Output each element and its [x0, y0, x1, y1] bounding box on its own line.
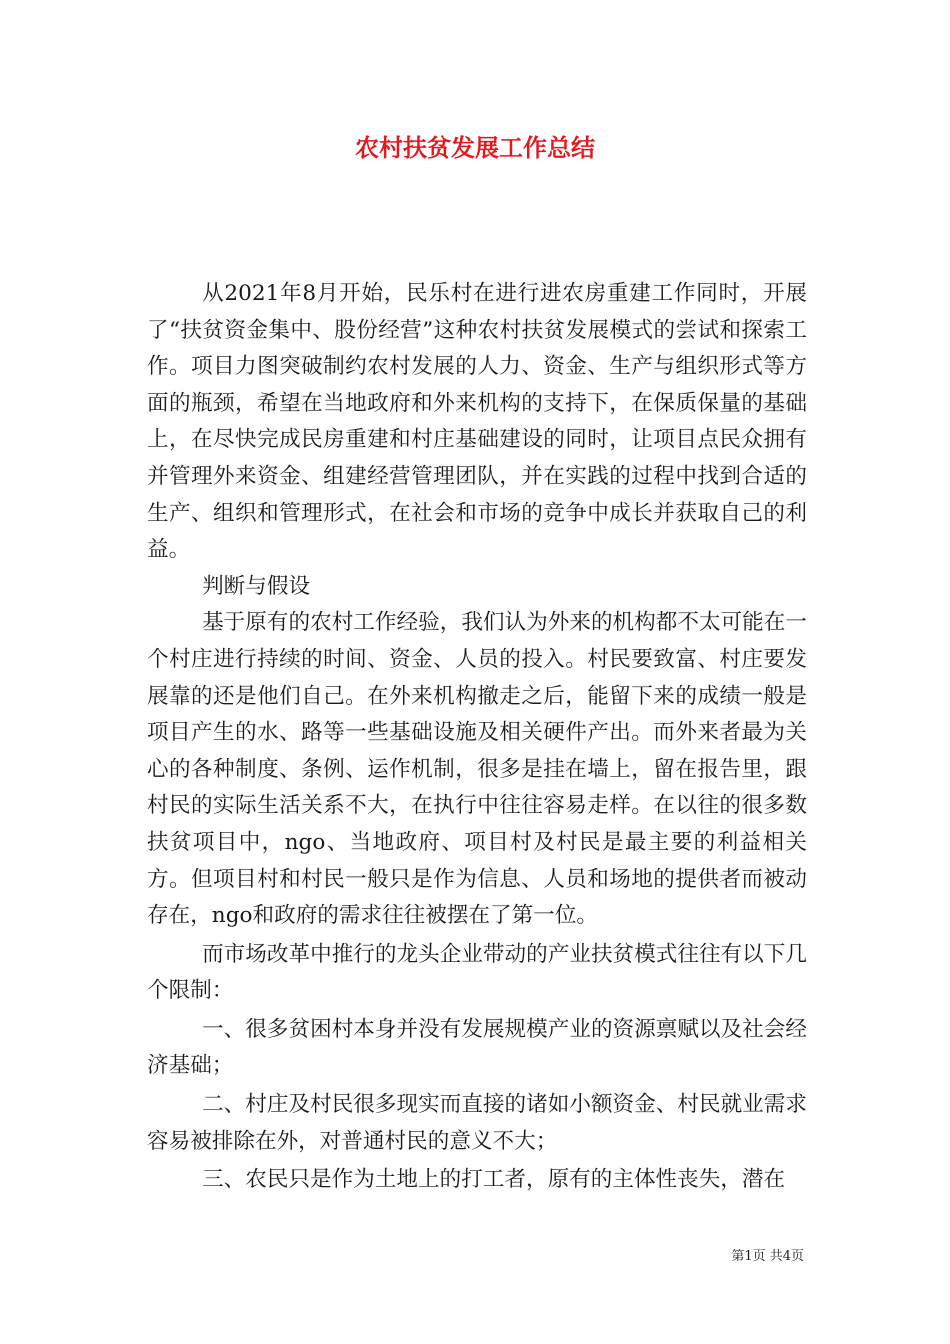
paragraph-limit-2: 二、村庄及村民很多现实而直接的诸如小额资金、村民就业需求容易被排除在外，对普通村民的意义不大；	[147, 1092, 807, 1154]
document-title: 农村扶贫发展工作总结	[355, 134, 595, 162]
page-number: 第1页 共4页	[731, 1249, 804, 1264]
paragraph-limit-3: 三、农民只是作为土地上的打工者，原有的主体性丧失，潜在	[202, 1167, 786, 1193]
paragraph-limit-1: 一、很多贫困村本身并没有发展规模产业的资源禀赋以及社会经济基础；	[147, 1016, 807, 1079]
paragraph-limits-intro: 而市场改革中推行的龙头企业带动的产业扶贫模式往往有以下几个限制：	[147, 941, 807, 1004]
document-body	[147, 276, 807, 1199]
section-heading: 判断与假设	[202, 573, 311, 599]
paragraph-intro: 从2021年8月开始，民乐村在进行进农房重建工作同时，开展了“扶贫资金集中、股份经营”这种农村扶贫发展模式的尝试和探索工作。项目力图突破制约农村发展的人力、资金、生产与组织形式等方面的瓶颈，希望在当地政府和外来机构的支持下，在保质保量的基础上，在尽快完成民房重建和村庄基础建设的同时，让项目点民众拥有并管理外来资金、组建经营管理团队，并在实践的过程中找到合适的生产、组织和管理形式，在社会和市场的竞争中成长并获取自己的利益。	[147, 281, 807, 563]
paragraph-assumption: 基于原有的农村工作经验，我们认为外来的机构都不太可能在一个村庄进行持续的时间、资金、人员的投入。村民要致富、村庄要发展靠的还是他们自己。在外来机构撤走之后，能留下来的成绩一般是项目产生的水、路等一些基础设施及相关硬件产出。而外来者最为关心的各种制度、条例、运作机制，很多是挂在墙上，留在报告里，跟村民的实际生活关系不大，在执行中往往容易走样。在以往的很多数扶贫项目中，ngo、当地政府、项目村及村民是最主要的利益相关方。但项目村和村民一般只是作为信息、人员和场地的提供者而被动存在，ngo和政府的需求往往被摆在了第一位。	[147, 610, 807, 929]
